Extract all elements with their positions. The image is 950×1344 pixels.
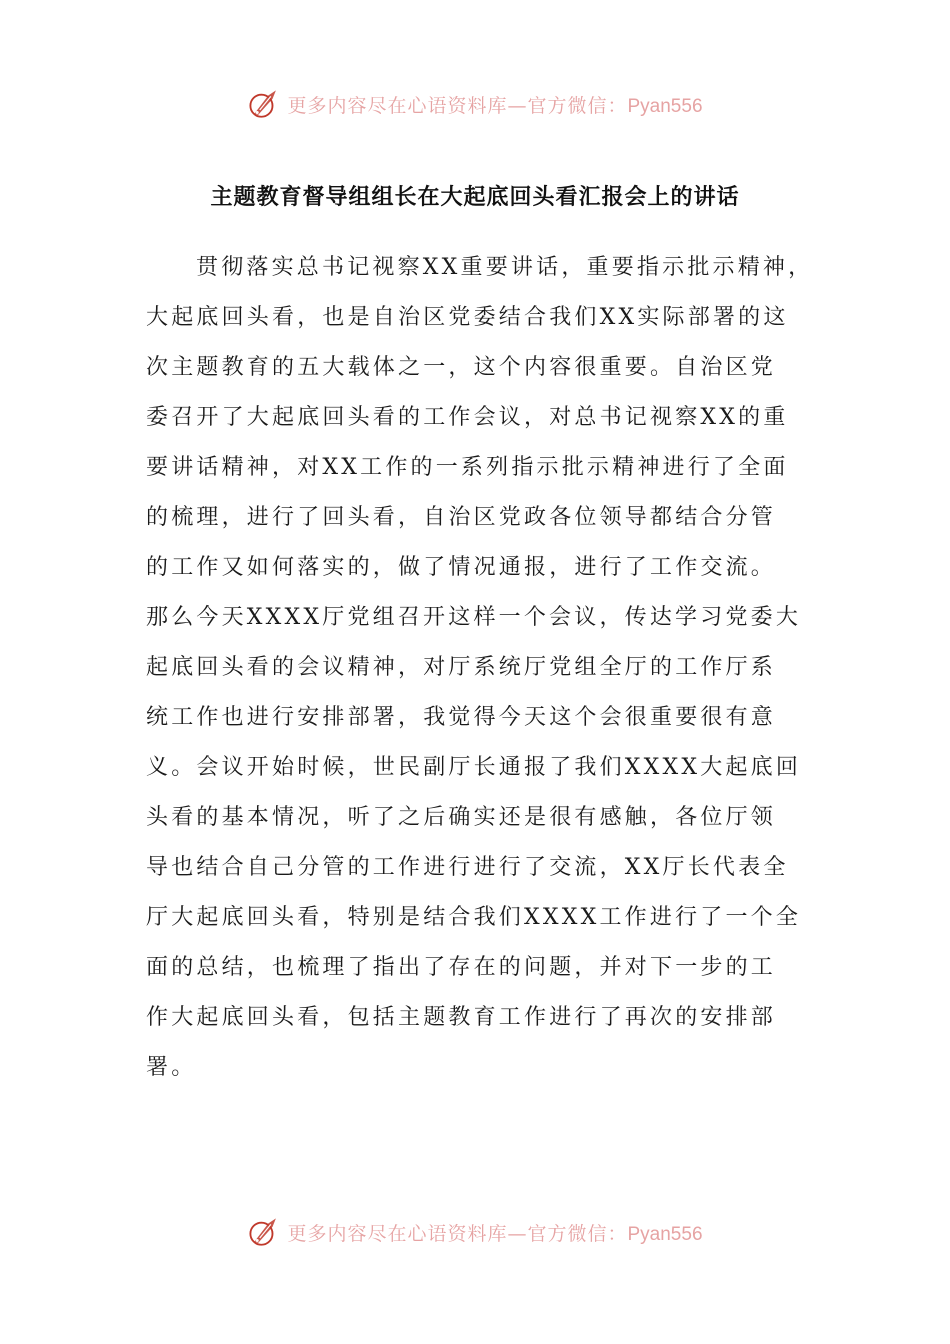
body-line: 导也结合自己分管的工作进行进行了交流，XX厅长代表全 [146, 855, 789, 880]
pen-nib-circle-icon [247, 1215, 281, 1249]
banner-wechat-label: 官方微信： [527, 94, 628, 117]
body-line: 头看的基本情况，听了之后确实还是很有感触，各位厅领 [146, 805, 777, 830]
pen-nib-circle-icon [247, 87, 281, 121]
body-line: 要讲话精神，对XX工作的一系列指示批示精神进行了全面 [146, 455, 789, 480]
body-line: 义。会议开始时候，世民副厅长通报了我们XXXX大起底回 [146, 755, 802, 780]
banner-wechat-label: 官方微信： [527, 1222, 628, 1245]
body-line: 作大起底回头看，包括主题教育工作进行了再次的安排部 [146, 1005, 777, 1030]
body-line: 贯彻落实总书记视察XX重要讲话，重要指示批示精神， [196, 255, 814, 280]
body-line: 的梳理，进行了回头看，自治区党政各位领导都结合分管 [146, 505, 777, 530]
body-line: 署。 [146, 1055, 197, 1080]
body-line: 的工作又如何落实的，做了情况通报，进行了工作交流。 [146, 555, 777, 580]
banner-text [287, 1219, 702, 1246]
banner-separator: — [507, 1222, 528, 1245]
banner-wechat-id: Pyan556 [627, 95, 703, 117]
banner-wechat-id: Pyan556 [627, 1223, 703, 1245]
banner-main-text: 更多内容尽在心语资料库 [287, 94, 508, 117]
footer-banner [0, 1212, 950, 1252]
body-line: 面的总结，也梳理了指出了存在的问题，并对下一步的工 [146, 955, 777, 980]
body-line: 统工作也进行安排部署，我觉得今天这个会很重要很有意 [146, 705, 777, 730]
body-line: 委召开了大起底回头看的工作会议，对总书记视察XX的重 [146, 405, 789, 430]
body-line: 次主题教育的五大载体之一，这个内容很重要。自治区党 [146, 355, 777, 380]
body-line: 起底回头看的会议精神，对厅系统厅党组全厅的工作厅系 [146, 655, 777, 680]
banner-text [287, 91, 702, 118]
body-line: 厅大起底回头看，特别是结合我们XXXX工作进行了一个全 [146, 905, 802, 930]
header-banner [0, 84, 950, 124]
document-body [146, 243, 814, 1093]
banner-separator: — [507, 94, 528, 117]
body-line: 大起底回头看，也是自治区党委结合我们XX实际部署的这 [146, 305, 789, 330]
body-line: 那么今天XXXX厅党组召开这样一个会议，传达学习党委大 [146, 605, 802, 630]
document-title: 主题教育督导组组长在大起底回头看汇报会上的讲话 [210, 185, 740, 210]
banner-main-text: 更多内容尽在心语资料库 [287, 1222, 508, 1245]
